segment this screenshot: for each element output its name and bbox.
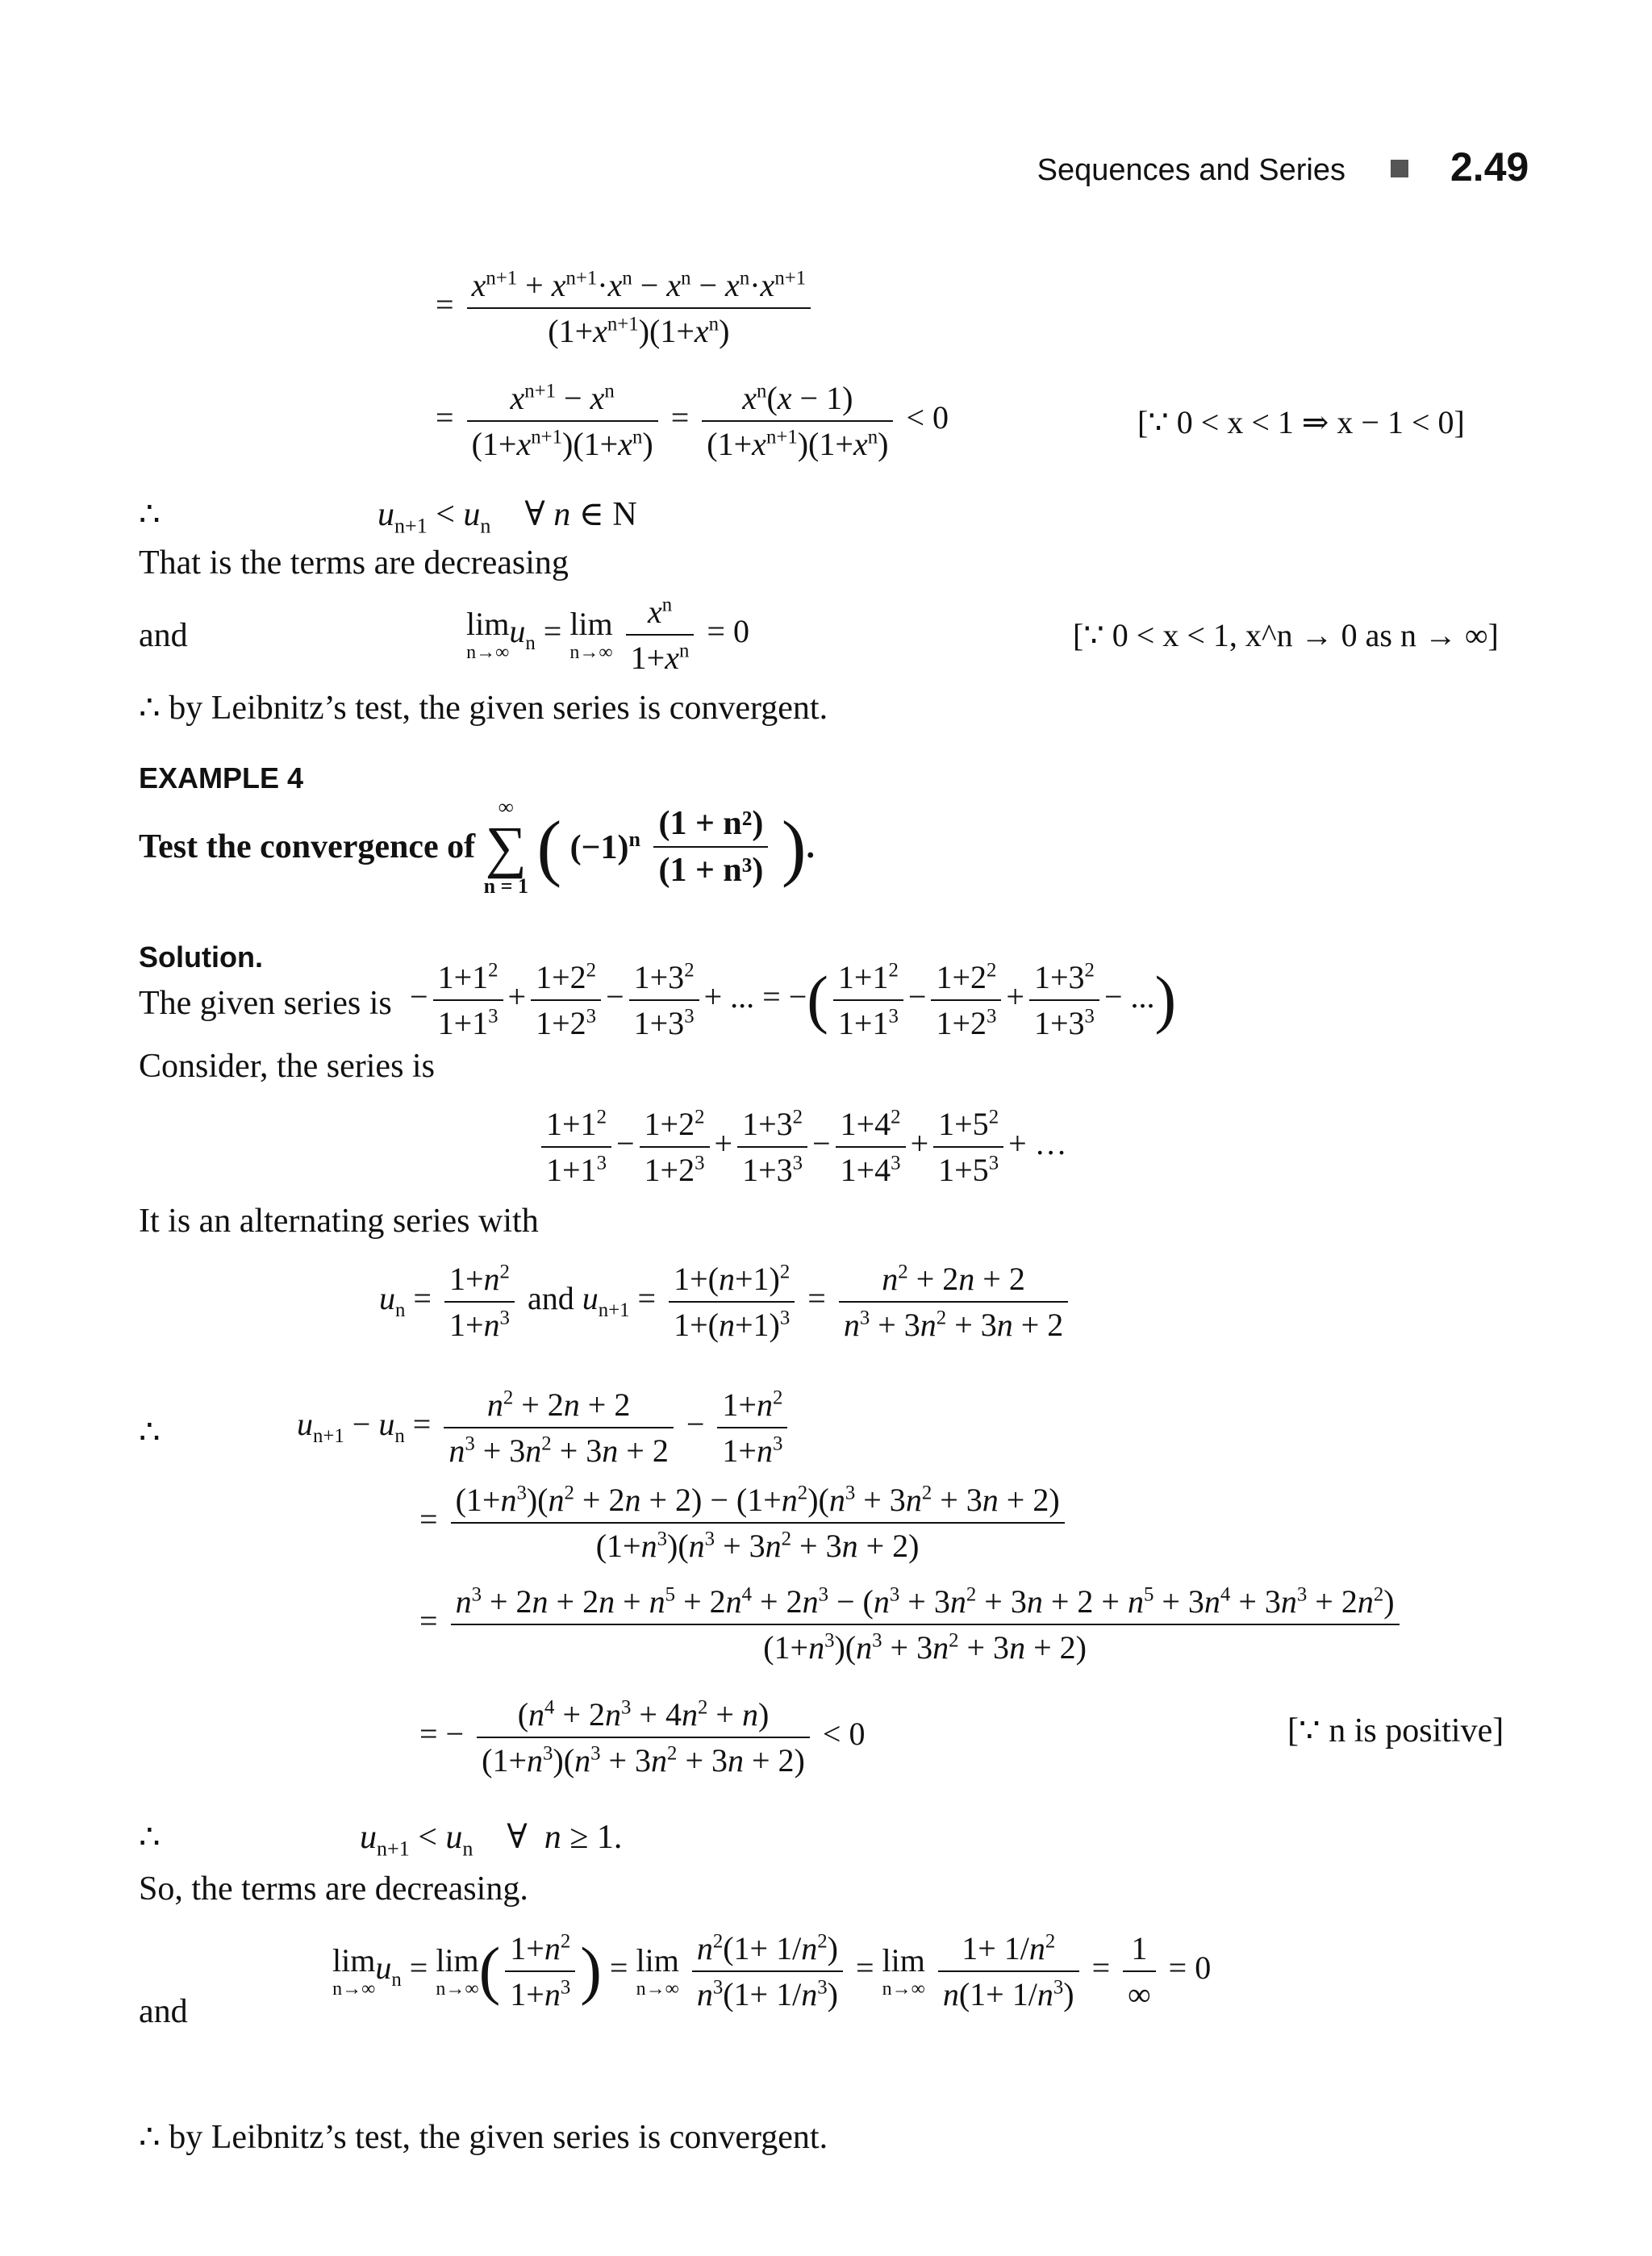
un-definition: $u_n$ = $\frac{1+n^2}{1+n^3}$ and $u_{n+1}$ = $\frac{1+(n+1)^2}{1+(n+1)^3}$ = $\frac{n^2 + 2n + 2}{n^3 + 3n^2 + 3n + 2}$ (379, 1260, 1073, 1344)
decreasing-text-2: So, the terms are decreasing. (139, 1870, 528, 1908)
term-sign: (−1) (569, 828, 629, 866)
given-series-text: The given series is (139, 985, 392, 1022)
limit-1: lim n→∞ $u_n$ = lim n→∞ $\frac{x^n}{1+x^n}$ = 0 (466, 594, 749, 676)
statement-prefix: Test the convergence of (139, 828, 476, 865)
therefore-symbol-3: ∴ (139, 1819, 161, 1856)
header-square-icon (1391, 160, 1408, 177)
difference-step-3: = $n^3 + 2n + 2n + n^5 + 2n^4 + 2n^3 - (n^3 + 3n^2 + 3n + 2 + n^5 + 3n^4 + 3n^3 + 2n^2)$ $(1+n^3)(n^3 + 3n^2 + 3n + 2)$ (419, 1583, 1404, 1666)
less-than-zero-2: < 0 (822, 1716, 866, 1753)
and-word-inline: and (527, 1280, 574, 1317)
given-series-expression: − $\frac{1+1^2}{1+1^3}$ + $\frac{1+2^2}{1+2^3}$ − $\frac{1+3^2}{1+3^3}$ + ... = −( $\frac{1+1^2}{1+1^3}$ − $\frac{1+2^2}{1+2^3}$ + $\frac{1+3^2}{1+3^3}$ − ...) (410, 959, 1177, 1041)
reason-3: [∵ n is positive] (1287, 1712, 1504, 1749)
therefore-symbol-2: ∴ (139, 1414, 161, 1451)
solution-label: Solution. (139, 940, 263, 974)
limit-2: lim n→∞ $u_n$ = lim n→∞ ( $\frac{1+n^2}{1+n^3}$ ) = lim n→∞ $\frac{n^2(1+ 1/n^2)}{n^3(1+ 1/n^3)}$ = lim n→∞ $\frac{1+ 1/n^2}{n(1+ 1/n^3)}$ = $\frac{1}{\infty}$ = 0 (332, 1930, 1212, 2012)
equation-2: = $\frac{x^{n+1} - x^n}{(1+x^{n+1})(1+x^n)}$ = $\frac{x^n(x - 1)}{(1+x^{n+1})(1+x^n)}$ < 0 (436, 380, 949, 462)
term-numerator: (1 + n²) (653, 804, 768, 848)
example-statement: Test the convergence of ∞ ∑ n = 1 ( $(-1)^n$ $\frac{\text{(1 + n²)}}{\text{(1 + n³)}}$ ). (139, 795, 815, 898)
reason-2: [∵ 0 < x < 1, x^n → 0 as n → ∞] (1073, 617, 1499, 653)
and-word-1: and (139, 617, 188, 654)
considered-series: $\frac{1+1^2}{1+1^3}$ − $\frac{1+2^2}{1+2^3}$ + $\frac{1+3^2}{1+3^3}$ − $\frac{1+4^2}{1+4^3}$ + $\frac{1+5^2}{1+5^3}$ + … (536, 1105, 1067, 1189)
conclusion-2: ∴ by Leibnitz’s test, the given series is convergent. (139, 2119, 828, 2156)
sum-upper-limit: ∞ (499, 795, 514, 819)
difference-step-1: $u_{n+1} - u_n$ = $\frac{n^2 + 2n + 2}{n^3 + 3n^2 + 3n + 2}$ − $\frac{1+n^2}{1+n^3}$ (297, 1386, 792, 1470)
sum-lower-limit: n = 1 (483, 874, 528, 898)
difference-step-4: = − $\frac{(n^4 + 2n^3 + 4n^2 + n)}{(1+n^3)(n^3 + 3n^2 + 3n + 2)}$ < 0 (419, 1696, 866, 1779)
conclusion-1: ∴ by Leibnitz’s test, the given series is convergent. (139, 690, 828, 727)
less-than-zero: < 0 (906, 399, 949, 436)
decreasing-text-1: That is the terms are decreasing (139, 544, 569, 582)
running-title: Sequences and Series (1037, 153, 1345, 187)
alternating-text: It is an alternating series with (139, 1203, 539, 1240)
inequality-1: $u_{n+1} < u_n$ ∀ n ∈ N (378, 496, 637, 538)
page-number: 2.49 (1450, 144, 1529, 190)
statement-period: . (806, 828, 815, 865)
difference-step-2: = $\frac{(1+n^3)(n^2 + 2n + 2) - (1+n^2)(n^3 + 3n^2 + 3n + 2)}{(1+n^3)(n^3 + 3n^2 + 3n + 2)}$ (419, 1481, 1070, 1565)
and-word-2: and (139, 1993, 188, 2030)
term-sign-exponent: n (628, 827, 640, 851)
inequality-2: $u_{n+1} < u_n$ ∀ n ≥ 1. (360, 1819, 623, 1861)
equation-1: = $\frac{x^{n+1} + x^{n+1}\cdot x^n - x^n - x^n\cdot x^{n+1}}{(1+x^{n+1})(1+x^n)}$ (436, 266, 816, 350)
example-label: EXAMPLE 4 (139, 761, 304, 794)
reason-1: [∵ 0 < x < 1 ⇒ x − 1 < 0] (1137, 404, 1465, 440)
term-denominator: (1 + n³) (658, 852, 764, 889)
summation-sign: ∞ ∑ n = 1 (483, 795, 528, 898)
series-ellipsis: + … (1008, 1125, 1067, 1162)
therefore-symbol-1: ∴ (139, 496, 161, 533)
consider-text: Consider, the series is (139, 1048, 435, 1085)
